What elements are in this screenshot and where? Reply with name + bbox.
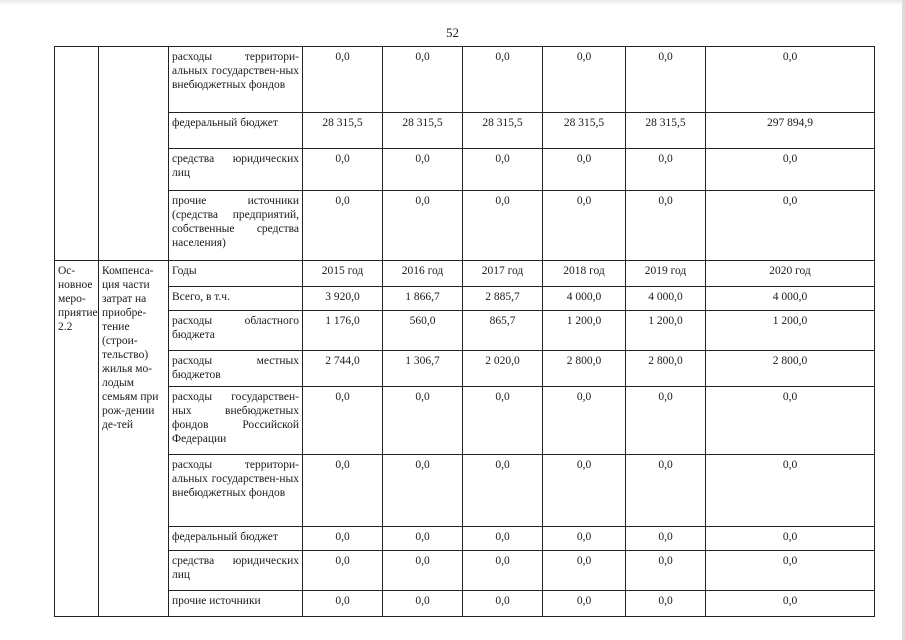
value-cell: 0,0 bbox=[706, 191, 875, 261]
value-cell: 28 315,5 bbox=[543, 113, 626, 149]
value-cell: 0,0 bbox=[706, 47, 875, 113]
value-cell: 1 200,0 bbox=[626, 311, 706, 351]
value-cell: 0,0 bbox=[303, 455, 383, 527]
value-cell: 0,0 bbox=[543, 551, 626, 591]
table-row bbox=[55, 191, 875, 261]
value-cell: 2016 год bbox=[383, 261, 463, 287]
value-cell: 865,7 bbox=[463, 311, 543, 351]
funding-source-cell: средства юридических лиц bbox=[169, 551, 303, 591]
value-cell: 0,0 bbox=[543, 149, 626, 191]
value-cell: 2 020,0 bbox=[463, 351, 543, 387]
value-cell: 0,0 bbox=[303, 387, 383, 455]
value-cell: 0,0 bbox=[706, 527, 875, 551]
value-cell: 0,0 bbox=[543, 191, 626, 261]
scan-top-edge bbox=[0, 0, 905, 5]
value-cell: 0,0 bbox=[303, 527, 383, 551]
value-cell: 0,0 bbox=[706, 591, 875, 617]
value-cell: 0,0 bbox=[543, 527, 626, 551]
value-cell: 0,0 bbox=[626, 591, 706, 617]
value-cell: 0,0 bbox=[463, 47, 543, 113]
value-cell: 4 000,0 bbox=[706, 287, 875, 311]
value-cell: 0,0 bbox=[626, 387, 706, 455]
value-cell: 0,0 bbox=[626, 527, 706, 551]
value-cell: 0,0 bbox=[626, 149, 706, 191]
value-cell: 0,0 bbox=[463, 527, 543, 551]
funding-source-cell: федеральный бюджет bbox=[169, 527, 303, 551]
value-cell: 2 744,0 bbox=[303, 351, 383, 387]
value-cell: 1 176,0 bbox=[303, 311, 383, 351]
value-cell: 2017 год bbox=[463, 261, 543, 287]
value-cell: 1 200,0 bbox=[543, 311, 626, 351]
value-cell: 2 800,0 bbox=[706, 351, 875, 387]
table-row bbox=[55, 387, 875, 455]
value-cell: 0,0 bbox=[303, 149, 383, 191]
funding-source-cell: средства юридических лиц bbox=[169, 149, 303, 191]
value-cell: 4 000,0 bbox=[626, 287, 706, 311]
value-cell: 0,0 bbox=[463, 149, 543, 191]
value-cell: 0,0 bbox=[706, 387, 875, 455]
table-row bbox=[55, 551, 875, 591]
value-cell: 0,0 bbox=[706, 551, 875, 591]
year-header-row bbox=[55, 261, 875, 287]
value-cell: 0,0 bbox=[383, 455, 463, 527]
value-cell: 0,0 bbox=[463, 191, 543, 261]
value-cell: 0,0 bbox=[626, 455, 706, 527]
value-cell: 0,0 bbox=[303, 191, 383, 261]
value-cell: 0,0 bbox=[626, 551, 706, 591]
value-cell: 28 315,5 bbox=[463, 113, 543, 149]
funding-source-cell: прочие источники (средства предприятий, собственные средства населения) bbox=[169, 191, 303, 261]
table-row bbox=[55, 47, 875, 113]
value-cell: 0,0 bbox=[626, 191, 706, 261]
value-cell: 2 885,7 bbox=[463, 287, 543, 311]
table-row bbox=[55, 113, 875, 149]
page-number: 52 bbox=[446, 25, 459, 40]
value-cell: 0,0 bbox=[303, 551, 383, 591]
table-row bbox=[55, 287, 875, 311]
value-cell: 1 866,7 bbox=[383, 287, 463, 311]
value-cell: 2 800,0 bbox=[543, 351, 626, 387]
value-cell: 2 800,0 bbox=[626, 351, 706, 387]
funding-source-cell: прочие источники bbox=[169, 591, 303, 617]
value-cell: 28 315,5 bbox=[303, 113, 383, 149]
value-cell: 2020 год bbox=[706, 261, 875, 287]
funding-source-cell: расходы местных бюджетов bbox=[169, 351, 303, 387]
table-row bbox=[55, 351, 875, 387]
value-cell: 0,0 bbox=[303, 591, 383, 617]
value-cell: 0,0 bbox=[383, 591, 463, 617]
funding-source-cell: федеральный бюджет bbox=[169, 113, 303, 149]
table-row bbox=[55, 455, 875, 527]
value-cell: 1 200,0 bbox=[706, 311, 875, 351]
funding-source-cell: расходы территори-альных государствен-ных внебюджетных фондов bbox=[169, 47, 303, 113]
value-cell: 0,0 bbox=[383, 387, 463, 455]
value-cell: 0,0 bbox=[626, 47, 706, 113]
table-row bbox=[55, 149, 875, 191]
activity-name-cell bbox=[99, 47, 169, 261]
value-cell: 1 306,7 bbox=[383, 351, 463, 387]
value-cell: 28 315,5 bbox=[626, 113, 706, 149]
value-cell: 2015 год bbox=[303, 261, 383, 287]
value-cell: 297 894,9 bbox=[706, 113, 875, 149]
value-cell: 3 920,0 bbox=[303, 287, 383, 311]
table-row bbox=[55, 527, 875, 551]
table-row bbox=[55, 591, 875, 617]
value-cell: 0,0 bbox=[463, 591, 543, 617]
activity-code-cell: Ос-новное меро-приятие 2.2 bbox=[55, 261, 99, 617]
value-cell: 0,0 bbox=[543, 47, 626, 113]
value-cell: 0,0 bbox=[463, 551, 543, 591]
funding-source-cell: Всего, в т.ч. bbox=[169, 287, 303, 311]
value-cell: 0,0 bbox=[543, 387, 626, 455]
value-cell: 0,0 bbox=[706, 149, 875, 191]
funding-source-cell: Годы bbox=[169, 261, 303, 287]
table-row bbox=[55, 311, 875, 351]
value-cell: 0,0 bbox=[383, 551, 463, 591]
value-cell: 0,0 bbox=[543, 591, 626, 617]
value-cell: 0,0 bbox=[303, 47, 383, 113]
activity-code-cell bbox=[55, 47, 99, 261]
value-cell: 28 315,5 bbox=[383, 113, 463, 149]
value-cell: 2019 год bbox=[626, 261, 706, 287]
value-cell: 0,0 bbox=[543, 455, 626, 527]
activity-name-cell: Компенса-ция части затрат на приобре-тение (строи-тельство) жилья мо-лодым семьям при рож-дении де-тей bbox=[99, 261, 169, 617]
value-cell: 0,0 bbox=[463, 387, 543, 455]
value-cell: 0,0 bbox=[383, 149, 463, 191]
value-cell: 0,0 bbox=[463, 455, 543, 527]
funding-source-cell: расходы областного бюджета bbox=[169, 311, 303, 351]
budget-table bbox=[54, 46, 875, 617]
value-cell: 0,0 bbox=[383, 191, 463, 261]
value-cell: 0,0 bbox=[383, 527, 463, 551]
value-cell: 0,0 bbox=[383, 47, 463, 113]
funding-source-cell: расходы территори-альных государствен-ных внебюджетных фондов bbox=[169, 455, 303, 527]
value-cell: 4 000,0 bbox=[543, 287, 626, 311]
funding-source-cell: расходы государствен-ных внебюджетных фондов Российской Федерации bbox=[169, 387, 303, 455]
value-cell: 560,0 bbox=[383, 311, 463, 351]
value-cell: 0,0 bbox=[706, 455, 875, 527]
value-cell: 2018 год bbox=[543, 261, 626, 287]
table-body bbox=[55, 47, 875, 617]
